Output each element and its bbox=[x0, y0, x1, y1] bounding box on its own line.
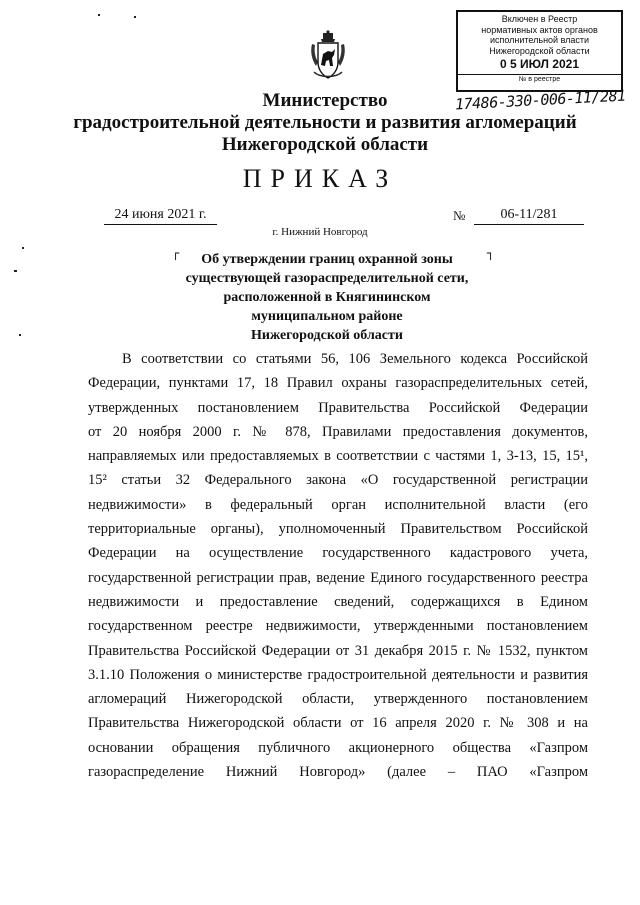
ministry-name-line: градостроительной деятельности и развития агломераций bbox=[73, 112, 577, 133]
subject-line: расположенной в Княгининском bbox=[223, 290, 431, 305]
scan-speck bbox=[134, 16, 136, 18]
scan-speck bbox=[14, 270, 17, 272]
body-line: Правительства Российской Федерации от 31 декабря 2015 г. № 1532, пунктом bbox=[88, 642, 588, 659]
body-line: недвижимости» в федеральный орган исполнительной власти (его bbox=[88, 496, 588, 513]
body-line: 3.1.10 Положения о министерстве градостроительной деятельности и развития bbox=[88, 666, 588, 683]
stamp-line: Нижегородской области bbox=[489, 45, 590, 56]
subject-line: Об утверждении границ охранной зоны bbox=[201, 252, 453, 267]
order-date: 24 июня 2021 г. bbox=[104, 207, 217, 225]
body-line: газораспределение Нижний Новгород» (далее – ПАО «Газпром bbox=[88, 764, 588, 781]
subject-line: муниципальном районе bbox=[251, 309, 403, 324]
body-line: территориальные органы), уполномоченный Правительством Российской bbox=[88, 521, 588, 538]
order-city: г. Нижний Новгород bbox=[272, 226, 368, 238]
body-line: от 20 ноября 2000 г. № 878, Правилами предоставления документов, bbox=[88, 423, 588, 440]
scan-speck bbox=[22, 247, 24, 249]
body-line: государственной регистрации прав, ведение Единого государственного реестра bbox=[88, 569, 588, 586]
body-line: 15² статьи 32 Федерального закона «О государственной регистрации bbox=[88, 472, 588, 489]
subject-line: Нижегородской области bbox=[251, 328, 403, 343]
order-number: 06-11/281 bbox=[474, 207, 584, 225]
body-line: основании обращения публичного акционерного общества «Газпром bbox=[88, 739, 588, 756]
body-line: Федерации на осуществление государственного кадастрового учета, bbox=[88, 545, 588, 562]
stamp-divider bbox=[458, 74, 621, 75]
ministry-name-line: Министерство bbox=[262, 90, 388, 111]
ministry-name-line: Нижегородской области bbox=[221, 134, 429, 155]
document-title: ПРИКАЗ bbox=[242, 164, 398, 193]
body-line: направляемых или предоставляемых в соответствии с частями 1, 3-13, 15, 15¹, bbox=[88, 448, 588, 465]
stamp-line: Включен в Реестр bbox=[501, 14, 578, 24]
body-line: Федерации, пунктами 17, 18 Правил охраны газораспределительных сетей, bbox=[88, 375, 588, 392]
order-body-text bbox=[88, 347, 588, 784]
scan-speck bbox=[19, 334, 21, 336]
handwritten-registry-number: 17486-330-006-11/281 bbox=[454, 86, 626, 114]
stamp-registry-label: № в реестре bbox=[518, 76, 561, 83]
order-subject bbox=[150, 250, 504, 345]
body-line: Правительства Нижегородской области от 16 апреля 2020 г. № 308 и на bbox=[88, 715, 588, 732]
number-sign: № bbox=[453, 208, 466, 223]
subject-line: существующей газораспределительной сети, bbox=[185, 271, 469, 286]
registry-stamp bbox=[456, 10, 623, 92]
stamp-line: исполнительной власти bbox=[489, 35, 590, 45]
body-line: агломераций Нижегородской области, утвержденного постановлением bbox=[88, 691, 588, 708]
stamp-date: 0 5 ИЮЛ 2021 bbox=[499, 57, 579, 71]
stamp-line: нормативных актов органов bbox=[481, 24, 598, 35]
bracket-corner-left: ┌ bbox=[172, 246, 180, 260]
scan-speck bbox=[98, 14, 100, 16]
body-line: государственном реестре недвижимости, утвержденными постановлением bbox=[88, 618, 588, 635]
body-line: В соответствии со статьями 56, 106 Земельного кодекса Российской bbox=[122, 351, 588, 367]
bracket-corner-right: ┐ bbox=[487, 246, 495, 260]
body-line: утвержденных постановлением Правительства Российской Федерации bbox=[88, 399, 588, 416]
body-line: недвижимости и предоставление сведений, содержащихся в Едином bbox=[88, 593, 588, 610]
coat-of-arms-icon bbox=[308, 30, 348, 82]
